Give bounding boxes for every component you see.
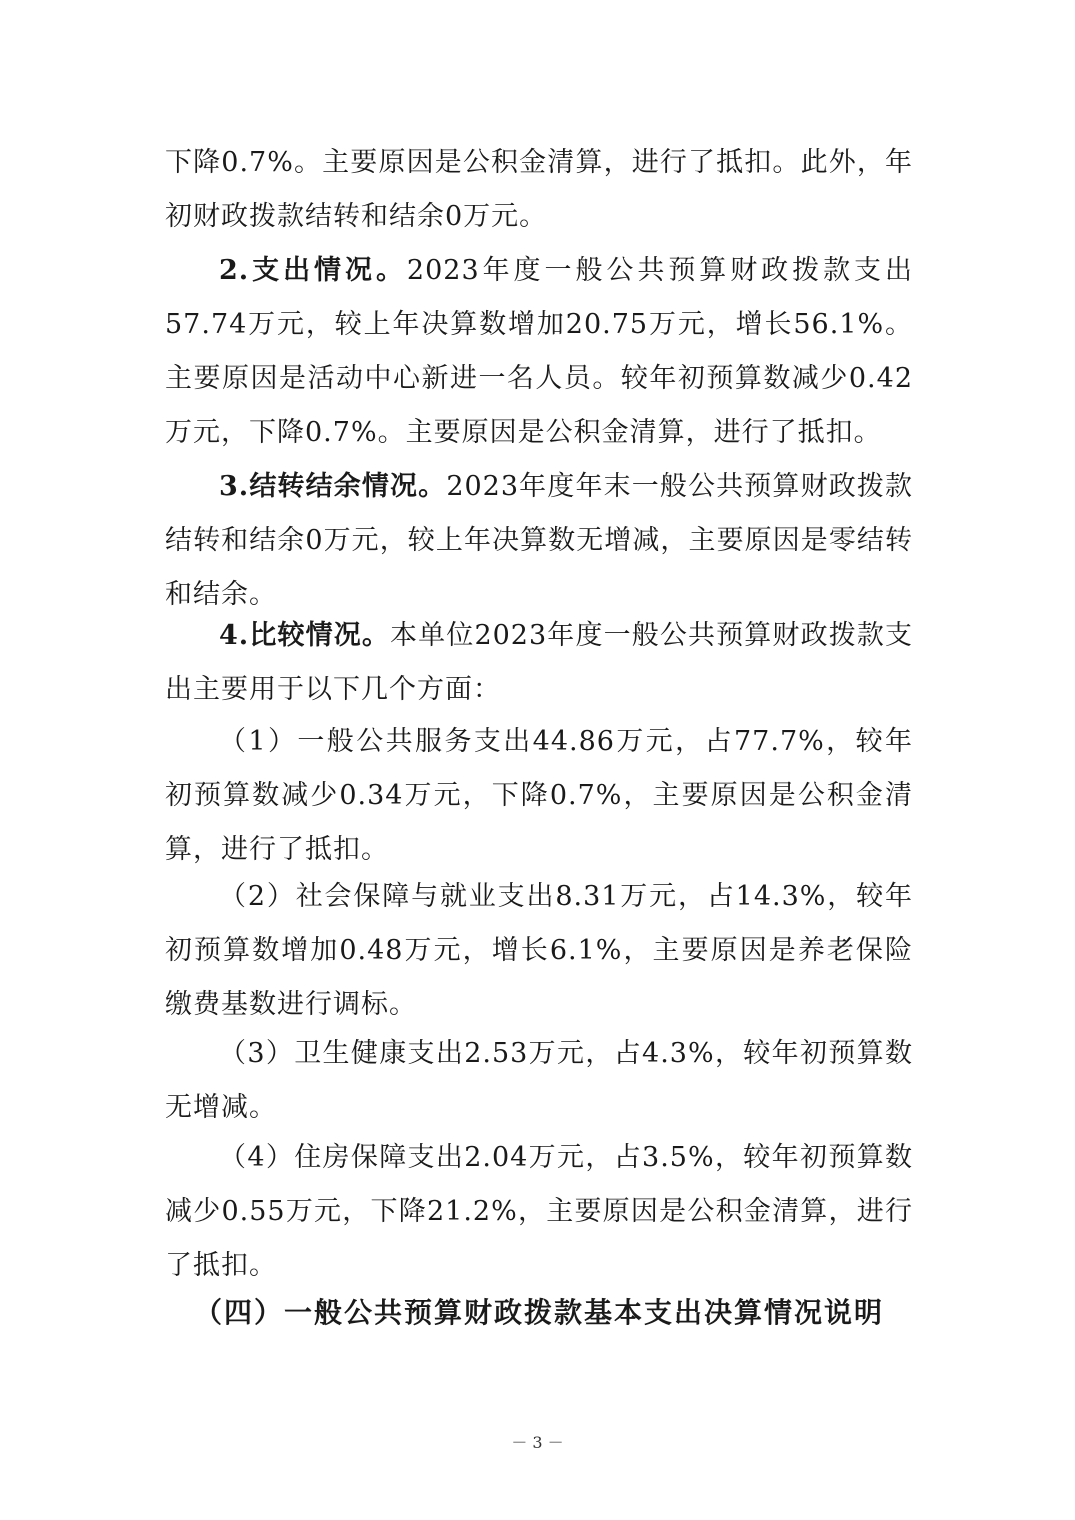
paragraph-carryover xyxy=(165,460,913,622)
paragraph-text: （2）社会保障与就业支出8.31万元，占14.3%，较年初预算数增加0.48万元，增长6.1%，主要原因是养老保险缴费基数进行调标。 xyxy=(165,881,913,1020)
paragraph-lead: 4.比较情况。 xyxy=(219,620,391,651)
paragraph-text: 2023年度一般公共预算财政拨款支出57.74万元，较上年决算数增加20.75万元，增长56.1%。主要原因是活动中心新进一名人员。较年初预算数减少0.42万元，下降0.7%。主要原因是公积金清算，进行了抵扣。 xyxy=(165,255,913,448)
paragraph-text: （3）卫生健康支出2.53万元，占4.3%，较年初预算数无增减。 xyxy=(165,1038,913,1123)
paragraph-text: （1）一般公共服务支出44.86万元，占77.7%，较年初预算数减少0.34万元，下降0.7%，主要原因是公积金清算，进行了抵扣。 xyxy=(165,726,913,865)
page-number: － 3 － xyxy=(511,1433,564,1452)
paragraph-lead: 2.支出情况。 xyxy=(219,255,407,286)
list-item-housing xyxy=(165,1131,913,1293)
paragraph-text: 本单位2023年度一般公共预算财政拨款支出主要用于以下几个方面： xyxy=(165,620,913,705)
section-heading: （四）一般公共预算财政拨款基本支出决算情况说明 xyxy=(193,1296,884,1329)
list-item-social-security xyxy=(165,870,913,1032)
list-item-health xyxy=(165,1027,913,1135)
paragraph-text: 2023年度年末一般公共预算财政拨款结转和结余0万元，较上年决算数无增减，主要原因是零结转和结余。 xyxy=(165,471,913,610)
paragraph-expenditure xyxy=(165,244,913,460)
paragraph-lead: 3.结转结余情况。 xyxy=(219,471,447,502)
paragraph-text: 下降0.7%。主要原因是公积金清算，进行了抵扣。此外，年初财政拨款结转和结余0万元。 xyxy=(165,147,913,232)
list-item-general-public-services xyxy=(165,715,913,877)
paragraph-text: （4）住房保障支出2.04万元，占3.5%，较年初预算数减少0.55万元，下降21.2%，主要原因是公积金清算，进行了抵扣。 xyxy=(165,1142,913,1281)
paragraph-comparison xyxy=(165,609,913,717)
paragraph-revenue-continuation xyxy=(165,136,913,244)
